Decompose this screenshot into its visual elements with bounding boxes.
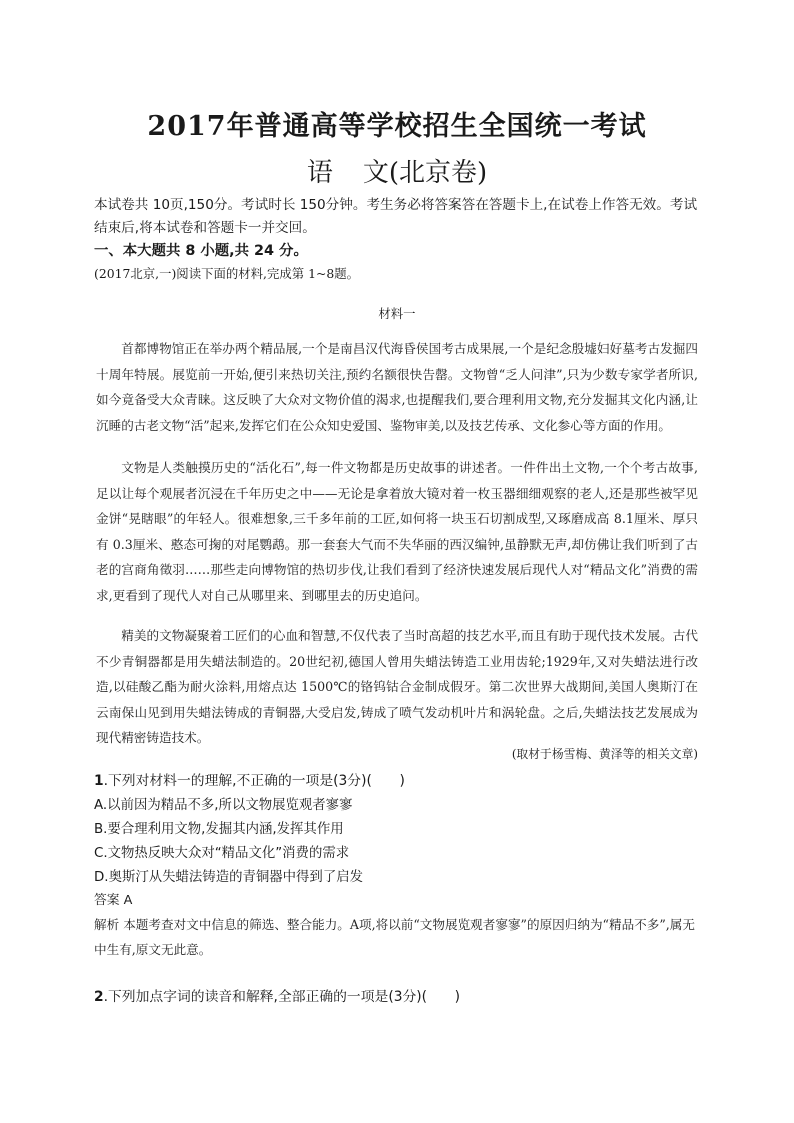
material-paragraph: 首都博物馆正在举办两个精品展,一个是南昌汉代海昏侯国考古成果展,一个是纪念殷墟妇好墓考古发掘四十周年特展。展览前一开始,便引来热切关注,预约名额很快告罄。文物曾“乏人问津”,只为少数专家学者所识,如今竟备受大众青睐。这反映了大众对文物价值的渴求,也提醒我们,要合理利用文物,充分发掘其文化内涵,让沉睡的古老文物“活”起来,发挥它们在公众知史爱国、鉴物审美,以及技艺传承、文化参心等方面的作用。 xyxy=(96,341,698,433)
option-d: D.奥斯汀从失蜡法铸造的青铜器中得到了启发 xyxy=(94,870,363,885)
option-a: A.以前因为精品不多,所以文物展览观者寥寥 xyxy=(94,798,353,813)
material-credit: (取材于杨雪梅、黄泽等的相关文章) xyxy=(511,747,698,761)
subject-char: 语 xyxy=(306,158,333,188)
option-c: C.文物热反映大众对“精品文化”消费的需求 xyxy=(94,846,350,861)
question-number: 1 xyxy=(94,773,104,789)
question-1 xyxy=(94,770,405,794)
question-source: (2017北京,一)阅读下面的材料,完成第 1~8题。 xyxy=(94,266,360,281)
explanation xyxy=(94,912,700,962)
subject-rest: 文(北京卷) xyxy=(362,158,488,188)
question-number: 2 xyxy=(94,989,104,1005)
explanation-text: 本题考查对文中信息的筛选、整合能力。A项,将以前“文物展览观者寥寥”的原因归纳为“精品不多”,属无中生有,原文无此意。 xyxy=(94,917,695,957)
material-paragraph: 文物是人类触摸历史的“活化石”,每一件文物都是历史故事的讲述者。一件件出土文物,一个个考古故事,足以让每个观展者沉浸在千年历史之中——无论是拿着放大镜对着一枚玉器细细观察的老人,还是那些被罕见金饼“晃瞎眼”的年轻人。很难想象,三千多年前的工匠,如何将一块玉石切割成型,又琢磨成高 8.1厘米、厚只有 0.3厘米、憨态可掬的对尾鹦鹉。那一套套大气而不失华丽的西汉编钟,虽静默无声,却仿佛让我们听到了古老的宫商角徵羽……那些走向博物馆的热切步伐,让我们看到了经济快速发展后现代人对“精品文化”消费的需求,更看到了现代人对自己从哪里来、到哪里去的历史追问。 xyxy=(96,460,698,603)
option-b: B.要合理利用文物,发掘其内涵,发挥其作用 xyxy=(94,822,344,837)
question-stem: .下列对材料一的理解,不正确的一项是(3分)( ) xyxy=(103,773,405,789)
question-stem: .下列加点字词的读音和解释,全部正确的一项是(3分)( ) xyxy=(103,989,461,1005)
explanation-label: 解析 xyxy=(94,917,120,932)
material-heading: 材料一 xyxy=(378,306,416,321)
exam-subject xyxy=(0,152,794,189)
material-paragraph: 精美的文物凝聚着工匠们的心血和智慧,不仅代表了当时高超的技艺水平,而且有助于现代技术发展。古代不少青铜器都是用失蜡法制造的。20世纪初,德国人曾用失蜡法铸造工业用齿轮;1929年,又对失蜡法进行改造,以硅酸乙酯为耐火涂料,用熔点达 1500℃的铬钨钴合金制成假牙。第二次世界大战期间,美国人奥斯汀在云南保山见到用失蜡法铸成的青铜器,大受启发,铸成了喷气发动机叶片和涡轮盘。之后,失蜡法技艺发展成为现代精密铸造技术。 xyxy=(96,628,698,745)
answer: 答案 A xyxy=(94,893,133,908)
exam-title: 2017年普通高等学校招生全国统一考试 xyxy=(147,111,647,142)
question-2 xyxy=(94,986,460,1010)
exam-instructions: 本试卷共 10页,150分。考试时长 150分钟。考生务必将答案答在答题卡上,在试卷上作答无效。考试结束后,将本试卷和答题卡一并交回。 xyxy=(94,197,698,236)
section-heading: 一、本大题共 8 小题,共 24 分。 xyxy=(94,243,308,259)
